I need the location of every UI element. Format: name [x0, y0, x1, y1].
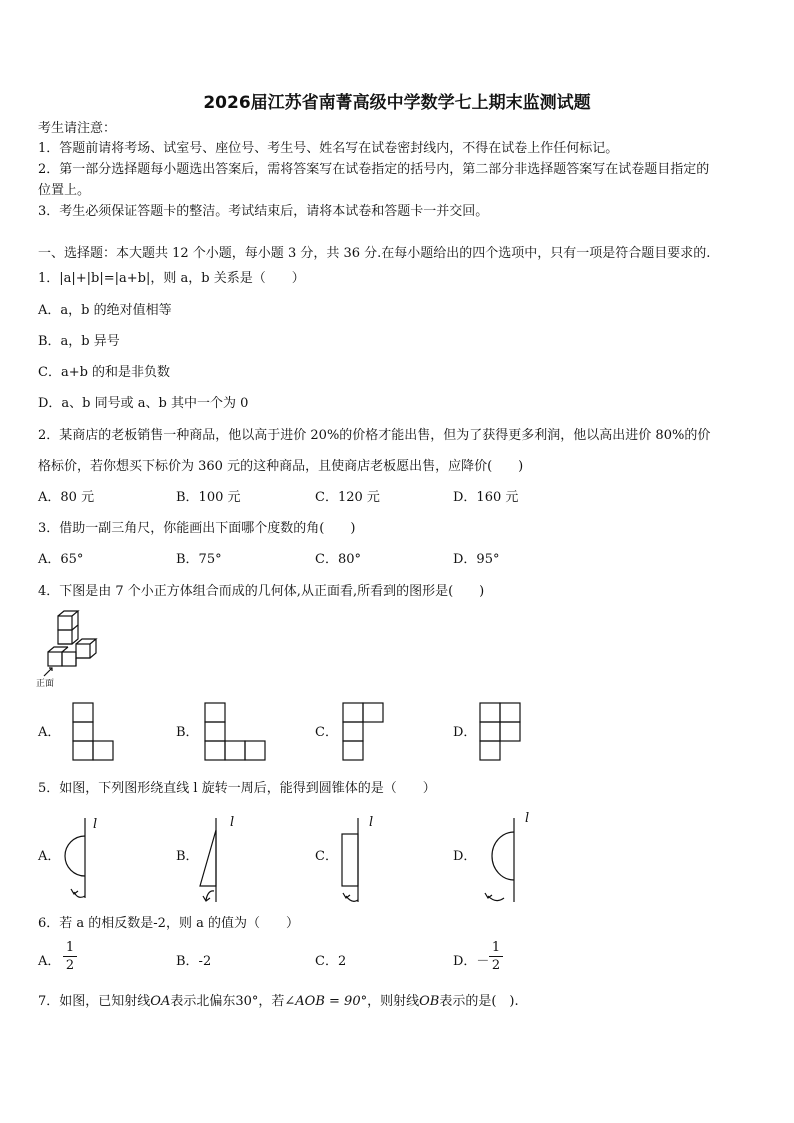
q3-option-c: C．80°	[315, 552, 361, 567]
q4-option-c: C．	[315, 725, 338, 740]
q5-a-axis-label: l	[93, 817, 98, 832]
question-2-stem: 2．某商店的老板销售一种商品，他以高于进价 20%的价格才能出售，但为了获得更多利润，他以高出进价 80%的价	[38, 428, 711, 443]
q7-text: ，若	[258, 994, 285, 1009]
fraction-numerator: 1	[65, 940, 75, 955]
q6-option-d: D．－	[453, 954, 490, 969]
notice-item: 3．考生必须保证答题卡的整洁。考试结束后，请将本试卷和答题卡一并交回。	[38, 204, 489, 219]
q4-option-d-figure[interactable]	[480, 703, 522, 761]
notice-heading: 考生请注意：	[38, 121, 117, 136]
q6-option-b: B．-2	[176, 954, 212, 969]
q2-option-d: D．160 元	[453, 490, 519, 505]
fraction-denominator: 2	[65, 958, 75, 973]
notice-item: 位置上。	[38, 183, 91, 198]
q3-option-b: B．75°	[176, 552, 222, 567]
q6-a-fraction	[63, 940, 77, 973]
q2-option-c: C．120 元	[315, 490, 380, 505]
q7-text: 表示北偏东	[170, 994, 236, 1009]
q3-option-a: A．65°	[38, 552, 84, 567]
fraction-denominator: 2	[491, 958, 501, 973]
q1-option-a: A．a，b 的绝对值相等	[38, 303, 172, 318]
q7-angle-aob: ∠AOB = 90°	[284, 994, 368, 1009]
q7-ray-oa: OA	[150, 994, 171, 1009]
fraction-numerator: 1	[491, 940, 501, 955]
q4-option-a-figure[interactable]	[73, 703, 115, 761]
question-4-stem: 4．下图是由 7 个小正方体组合而成的几何体,从正面看,所看到的图形是( )	[38, 584, 485, 599]
q7-angle-30: 30°	[235, 994, 259, 1009]
question-2-stem-cont: 格标价，若你想买下标价为 360 元的这种商品，且使商店老板愿出售，应降价( )	[38, 459, 524, 474]
q4-option-b-figure[interactable]	[205, 703, 267, 761]
q7-ray-ob: OB	[419, 994, 440, 1009]
q7-text: 表示的是( ).	[439, 994, 519, 1009]
cube-stack-figure	[38, 606, 108, 686]
q4-option-c-figure[interactable]	[343, 703, 385, 761]
question-3-stem: 3．借助一副三角尺，你能画出下面哪个度数的角( )	[38, 521, 356, 536]
question-5-stem: 5．如图，下列图形绕直线 l 旋转一周后，能得到圆锥体的是（ ）	[38, 781, 436, 796]
question-6-stem: 6．若 a 的相反数是-2，则 a 的值为（ ）	[38, 916, 299, 931]
q1-option-c: C．a+b 的和是非负数	[38, 365, 171, 380]
q4-option-a: A．	[38, 725, 61, 740]
q5-option-b: B．	[176, 849, 199, 864]
q6-d-fraction	[489, 940, 503, 973]
q7-text: 7．如图，已知射线	[38, 994, 151, 1009]
q6-option-a: A．	[38, 954, 61, 969]
page-title: 2026届江苏省南菁高级中学数学七上期末监测试题	[203, 93, 591, 113]
q5-b-axis-label: l	[230, 815, 235, 830]
section-heading: 一、选择题：本大题共 12 个小题，每小题 3 分，共 36 分.在每小题给出的四个选项中，只有一项是符合题目要求的.	[38, 246, 711, 261]
q3-option-d: D．95°	[453, 552, 500, 567]
notice-item: 1．答题前请将考场、试室号、座位号、考生号、姓名写在试卷密封线内，不得在试卷上作任何标记。	[38, 141, 619, 156]
q5-option-a: A．	[38, 849, 61, 864]
q2-option-a: A．80 元	[38, 490, 95, 505]
front-view-label: 正面	[36, 679, 55, 689]
q4-option-d: D．	[453, 725, 477, 740]
q7-text: ，则射线	[367, 994, 420, 1009]
q6-option-c: C．2	[315, 954, 347, 969]
q5-option-c: C．	[315, 849, 338, 864]
q5-option-d-figure[interactable]	[474, 814, 524, 906]
q1-option-b: B．a，b 异号	[38, 334, 120, 349]
q5-option-a-figure[interactable]	[60, 814, 110, 906]
q5-c-axis-label: l	[369, 815, 374, 830]
q5-d-axis-label: l	[525, 811, 530, 826]
q2-option-b: B．100 元	[176, 490, 241, 505]
q4-option-b: B．	[176, 725, 199, 740]
notice-item: 2．第一部分选择题每小题选出答案后，需将答案写在试卷指定的括号内，第二部分非选择题答案写在试卷题目指定的	[38, 162, 710, 177]
question-7-stem	[38, 994, 519, 1010]
q1-option-d: D．a、b 同号或 a、b 其中一个为 0	[38, 396, 249, 411]
question-1-stem: 1．|a|+|b|=|a+b|，则 a，b 关系是（ ）	[38, 271, 305, 286]
q5-option-d: D．	[453, 849, 477, 864]
